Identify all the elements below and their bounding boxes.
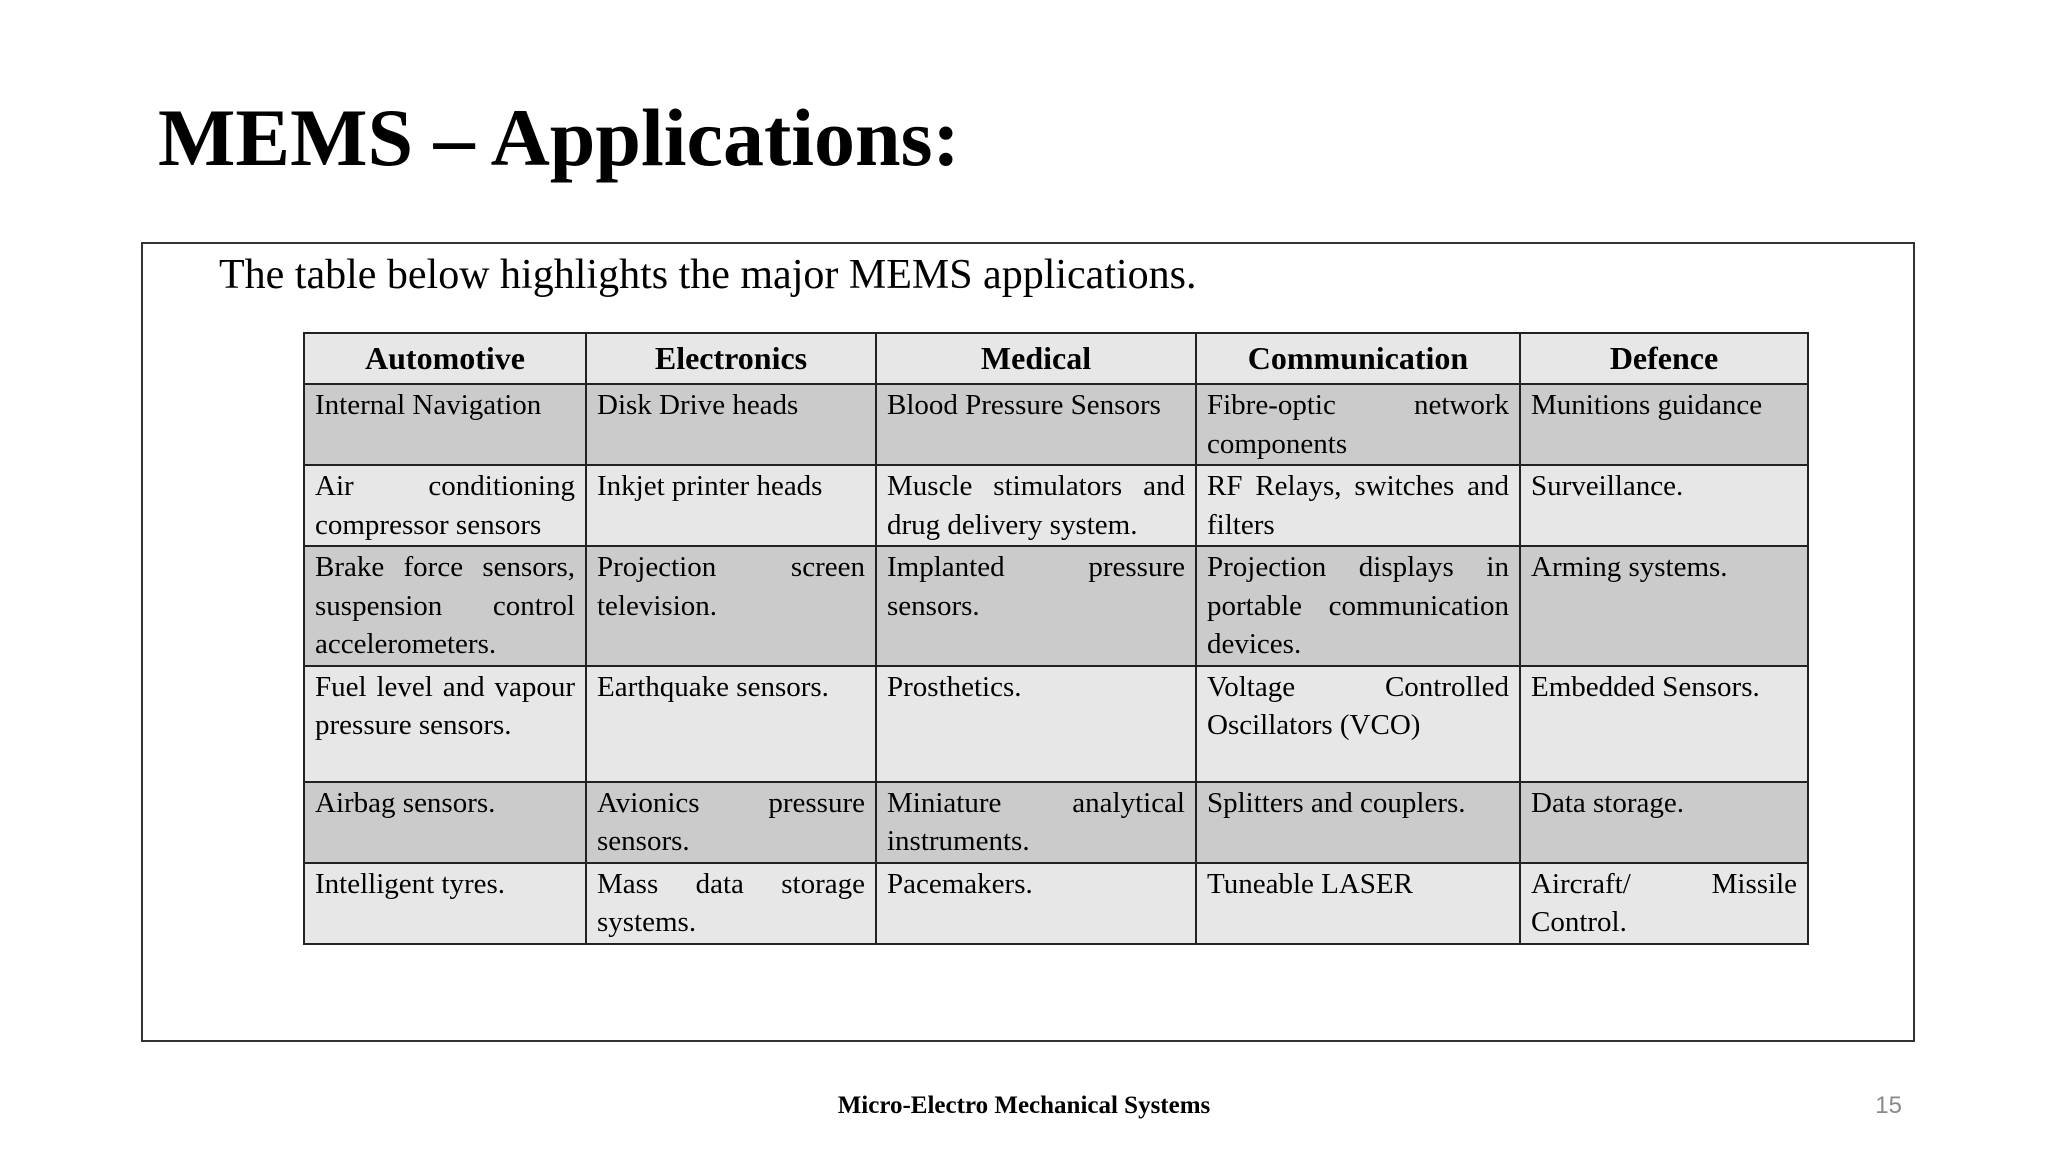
table-cell: Voltage Controlled Oscillators (VCO) [1196,666,1520,782]
table-cell: Internal Navigation [304,384,586,465]
table-cell: RF Relays, switches and filters [1196,465,1520,546]
header-automotive: Automotive [304,333,586,384]
table-cell: Fuel level and vapour pressure sensors. [304,666,586,782]
table-cell: Airbag sensors. [304,782,586,863]
table-row [304,384,1808,465]
table-cell: Splitters and couplers. [1196,782,1520,863]
table-cell: Projection displays in portable communication devices. [1196,546,1520,666]
table-cell: Mass data storage systems. [586,863,876,944]
intro-text: The table below highlights the major MEMS applications. [219,252,1197,298]
header-electronics: Electronics [586,333,876,384]
header-communication: Communication [1196,333,1520,384]
table-cell: Tuneable LASER [1196,863,1520,944]
table-cell: Disk Drive heads [586,384,876,465]
header-medical: Medical [876,333,1196,384]
table-row [304,863,1808,944]
table-cell: Data storage. [1520,782,1808,863]
table-row [304,782,1808,863]
table-cell: Pacemakers. [876,863,1196,944]
table-cell: Brake force sensors, suspension control accelerometers. [304,546,586,666]
table-cell: Avionics pressure sensors. [586,782,876,863]
table-cell: Munitions guidance [1520,384,1808,465]
table-cell: Blood Pressure Sensors [876,384,1196,465]
table-row [304,546,1808,666]
table-cell: Surveillance. [1520,465,1808,546]
table-cell: Embedded Sensors. [1520,666,1808,782]
table-cell: Fibre-optic network components [1196,384,1520,465]
slide-title: MEMS – Applications: [158,92,960,183]
table-cell: Prosthetics. [876,666,1196,782]
footer-text: Micro-Electro Mechanical Systems [837,1092,1211,1119]
table-cell: Projection screen television. [586,546,876,666]
table-row [304,465,1808,546]
table-cell: Arming systems. [1520,546,1808,666]
table-header-row [304,333,1808,384]
table-cell: Implanted pressure sensors. [876,546,1196,666]
table-cell: Miniature analytical instruments. [876,782,1196,863]
applications-table [303,332,1809,945]
page-number: 15 [1875,1092,1902,1119]
table-cell: Inkjet printer heads [586,465,876,546]
table-cell: Aircraft/ Missile Control. [1520,863,1808,944]
header-defence: Defence [1520,333,1808,384]
table-cell: Muscle stimulators and drug delivery system. [876,465,1196,546]
table-cell: Earthquake sensors. [586,666,876,782]
table-cell: Intelligent tyres. [304,863,586,944]
table-row [304,666,1808,782]
table-cell: Air conditioning compressor sensors [304,465,586,546]
